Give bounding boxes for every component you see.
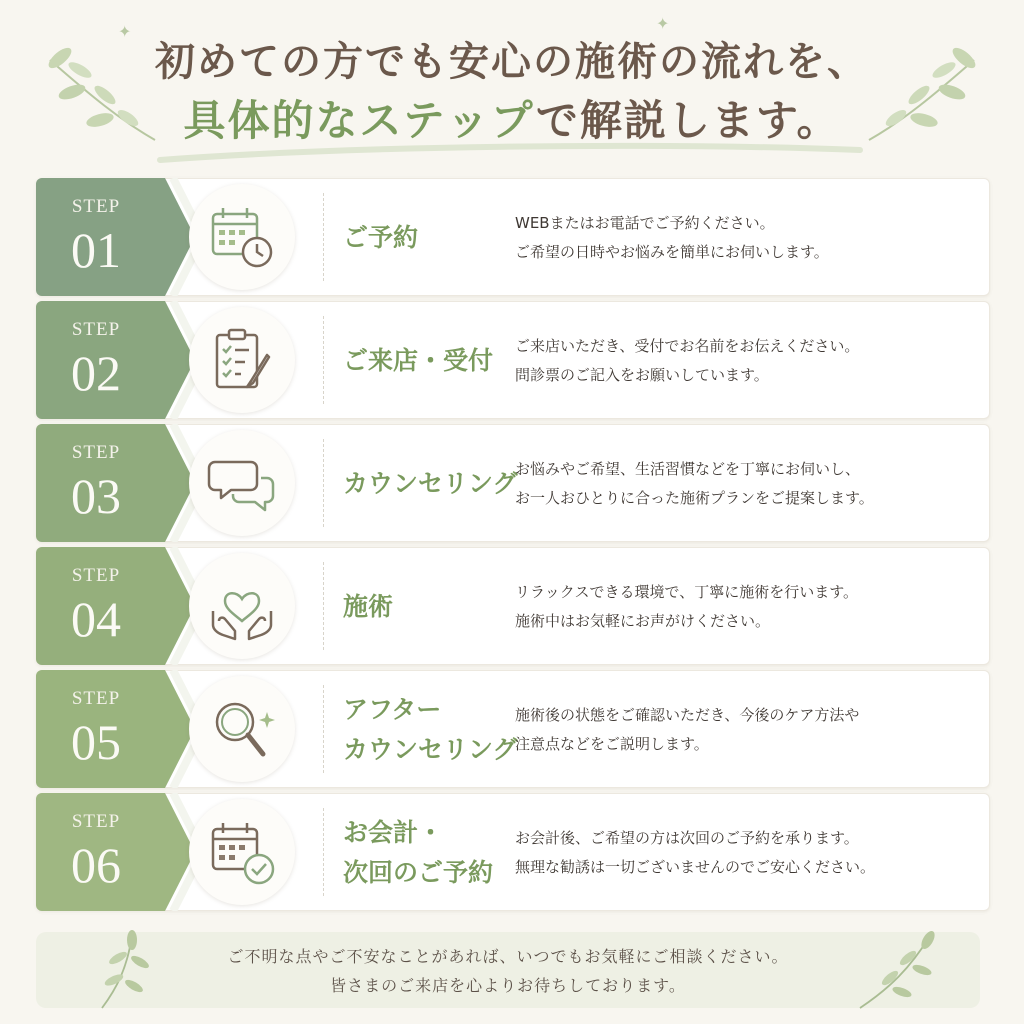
step-card [36,424,990,542]
step-title [343,179,513,297]
clipboard-checklist-icon [207,325,277,395]
step-divider [323,808,324,896]
step-icon-circle [189,553,295,659]
step-description-line: 施術後の状態をご確認いただき、今後のケア方法や [515,706,860,724]
step-badge [36,793,156,911]
step-number: 04 [71,591,121,647]
hands-heart-icon [207,571,277,641]
magnifier-sparkle-icon [207,694,277,764]
step-icon-circle [189,430,295,536]
speech-bubbles-icon [207,448,277,518]
step-title [343,794,513,912]
step-card [36,547,990,665]
step-badge [36,424,156,542]
step-title-line: ご予約 [343,223,419,252]
step-description [515,179,985,297]
step-divider [323,316,324,404]
step-badge [36,301,156,419]
step-title [343,302,513,420]
step-number: 03 [71,468,121,524]
step-icon-circle [189,676,295,782]
step-title-line: 次回のご予約 [343,858,494,887]
footer-line1: ご不明な点やご不安なことがあれば、いつでもお気軽にご相談ください。 [227,947,789,966]
step-description-line: WEBまたはお電話でご予約ください。 [515,214,775,232]
step-label: STEP [71,811,121,832]
step-card [36,670,990,788]
step-description-line: お会計後、ご希望の方は次回のご予約を承ります。 [515,829,859,847]
step-label: STEP [71,319,121,340]
step-label: STEP [71,565,121,586]
step-description-line: リラックスできる環境で、丁寧に施術を行います。 [515,583,859,601]
step-description [515,548,985,666]
calendar-clock-icon [207,202,277,272]
step-title [343,425,518,543]
step-description [515,794,985,912]
sparkle-icon: ✦ [118,22,132,41]
title-rest-text: で解説します。 [535,96,841,145]
sparkle-icon: ✦ [656,14,670,33]
step-badge [36,547,156,665]
step-title-line: 施術 [343,592,394,621]
step-divider [323,193,324,281]
step-card [36,178,990,296]
footer-message-box [36,932,980,1008]
leaf-sprig-icon [92,928,172,1012]
step-badge [36,178,156,296]
step-title-line: カウンセリング [343,735,518,764]
step-icon-circle [189,307,295,413]
step-description-line: 注意点などをご説明します。 [515,735,709,753]
footer-line2: 皆さまのご来店を心よりお待ちしております。 [330,976,686,995]
step-title-line: ご来店・受付 [343,346,494,375]
title-underline-swoosh [150,138,870,168]
step-divider [323,685,324,773]
step-description-line: お一人おひとりに合った施術プランをご提案します。 [515,489,874,507]
step-label: STEP [71,688,121,709]
step-description-line: 無理な勧誘は一切ございませんのでご安心ください。 [515,858,876,876]
step-label: STEP [71,442,121,463]
step-title [343,671,518,789]
step-description [515,425,985,543]
step-number: 01 [71,222,121,278]
step-badge [36,670,156,788]
step-description-line: 施術中はお気軽にお声がけください。 [515,612,771,630]
step-title [343,548,513,666]
step-description [515,302,985,420]
leaf-sprig-icon [850,928,940,1012]
step-title-line: カウンセリング [343,469,518,498]
page-title-line1: 初めての方でも安心の施術の流れを、 [155,38,869,85]
step-number: 05 [71,714,121,770]
step-divider [323,439,324,527]
calendar-check-icon [207,817,277,887]
step-icon-circle [189,184,295,290]
step-label: STEP [71,196,121,217]
step-divider [323,562,324,650]
header [0,0,1024,170]
step-title-line: お会計・ [343,818,444,847]
step-number: 06 [71,837,121,893]
step-description-line: ご来店いただき、受付でお名前をお伝えください。 [515,337,860,355]
step-description-line: ご希望の日時やお悩みを簡単にお伺いします。 [515,243,829,261]
step-description [515,671,985,789]
step-card [36,301,990,419]
step-card [36,793,990,911]
step-description-line: 問診票のご記入をお願いしています。 [515,366,769,384]
step-title-line: アフター [343,695,442,724]
step-icon-circle [189,799,295,905]
title-accent-text: 具体的なステップ [183,96,536,145]
step-number: 02 [71,345,121,401]
step-description-line: お悩みやご希望、生活習慣などを丁寧にお伺いし、 [515,460,861,478]
